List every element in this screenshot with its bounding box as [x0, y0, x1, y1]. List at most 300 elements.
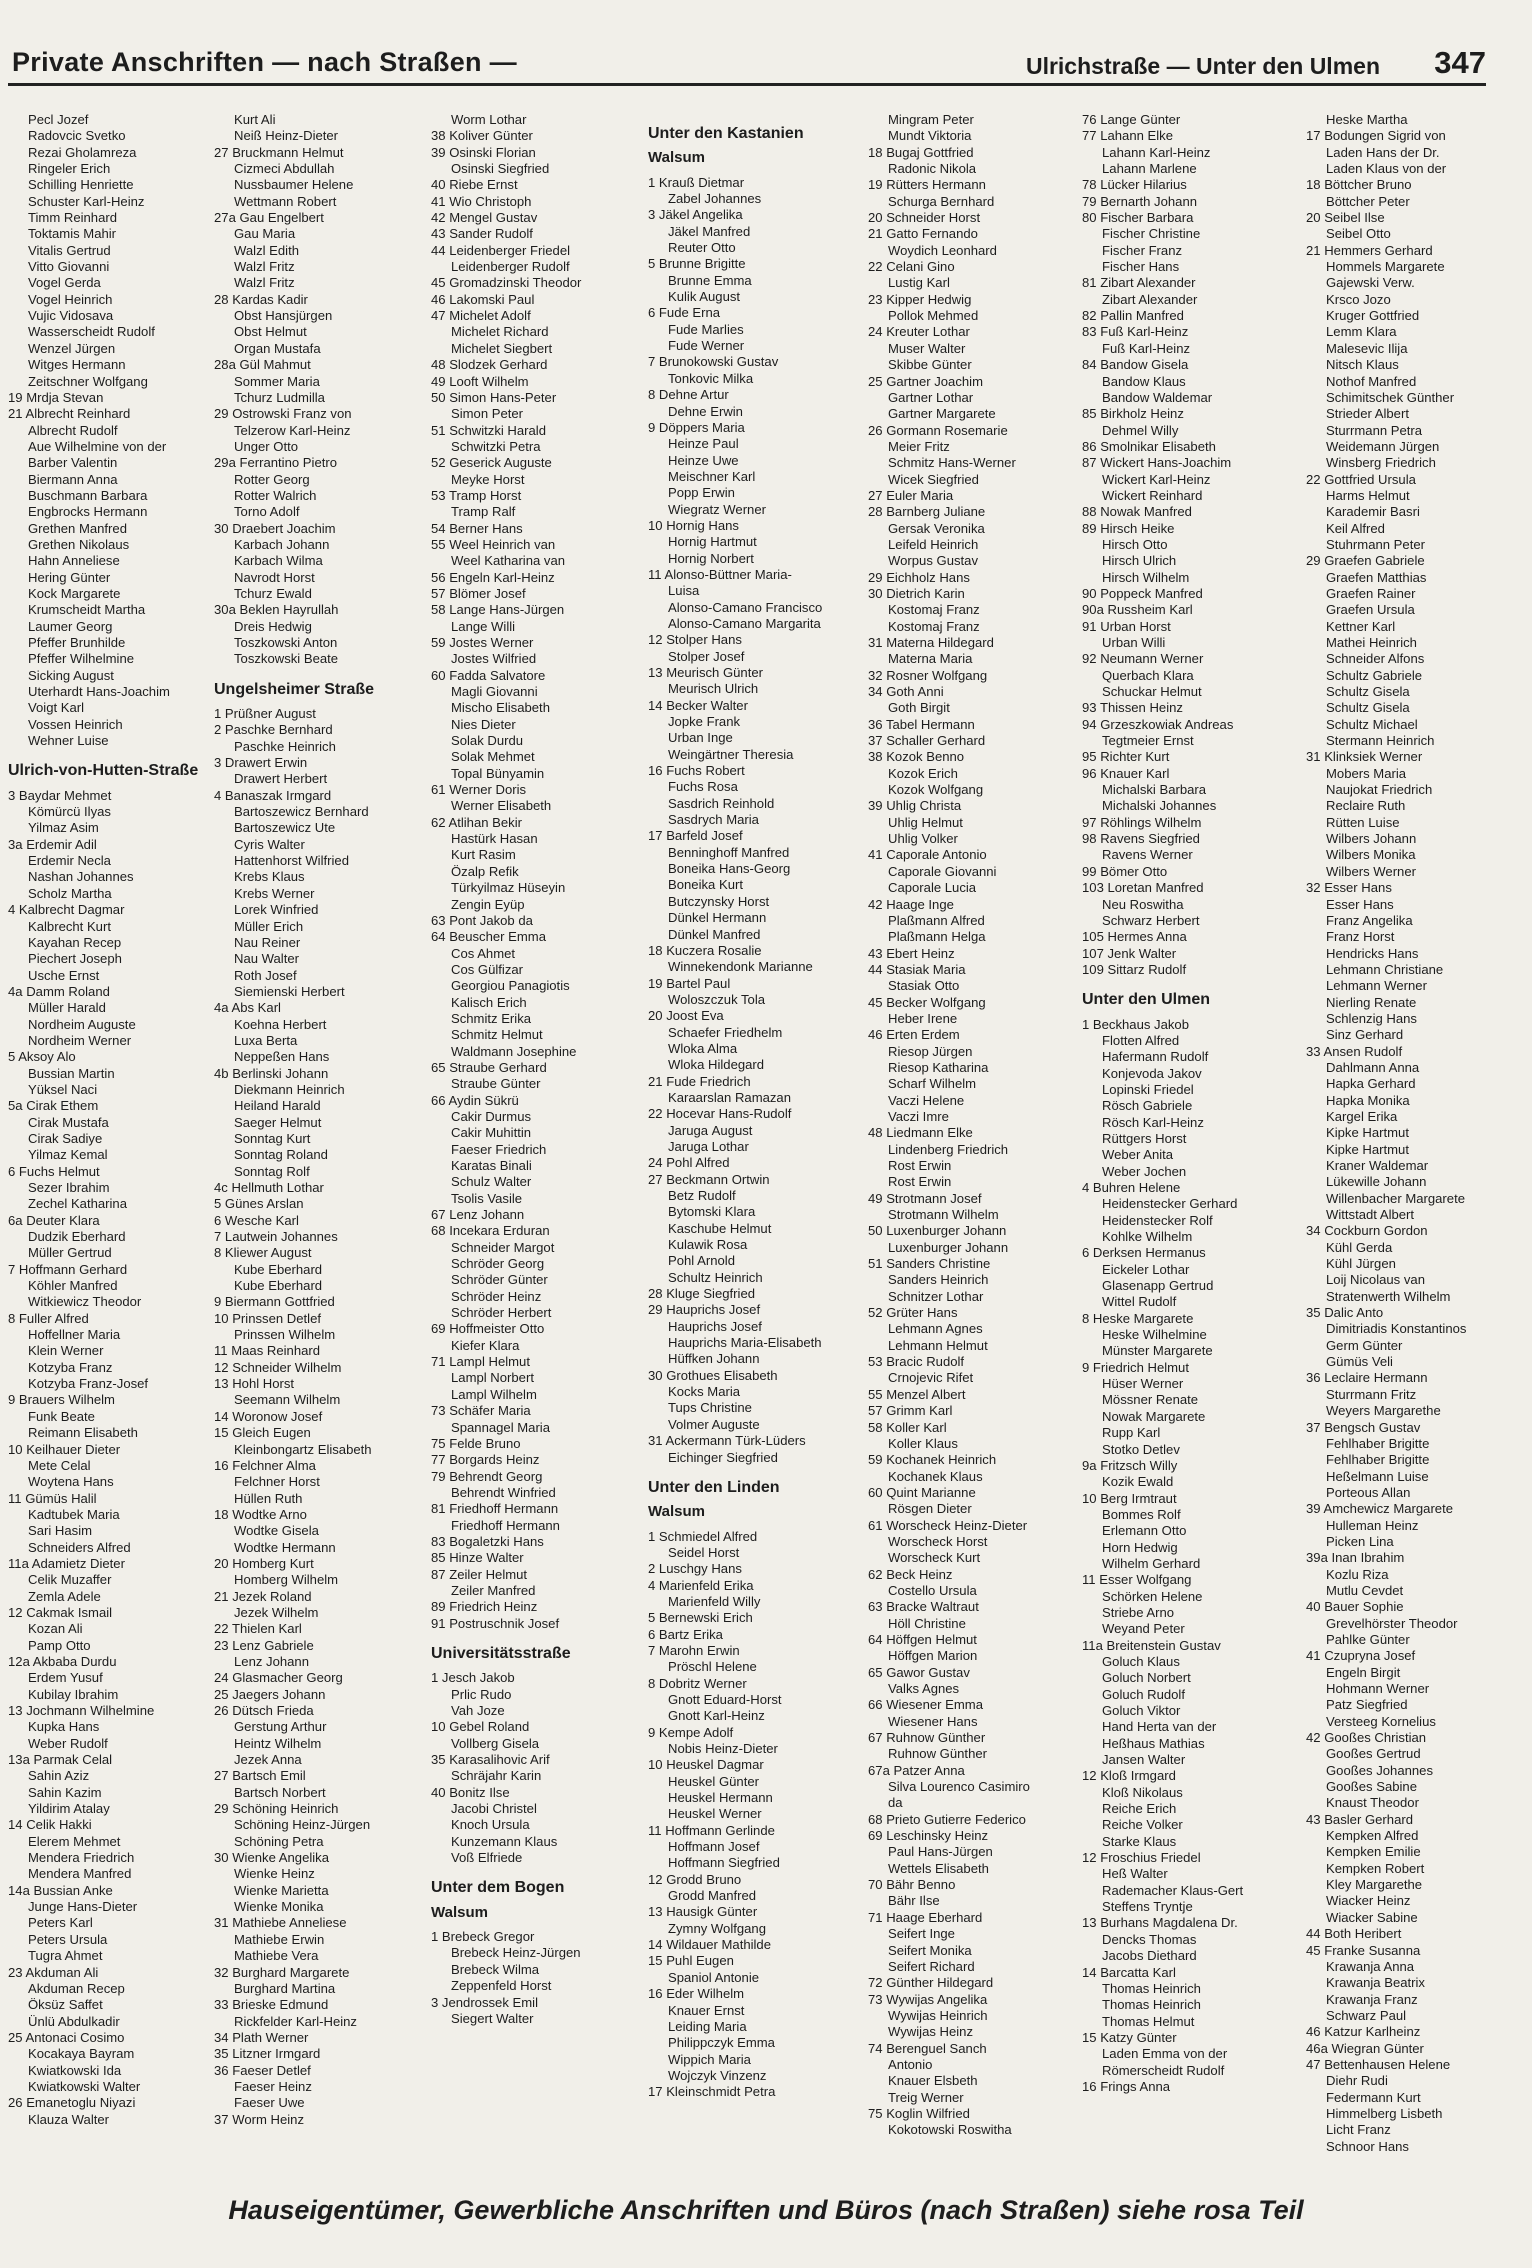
resident-entry: 6 Fuchs Helmut: [8, 1163, 100, 1179]
resident-entry: 20 Homberg Kurt: [214, 1555, 314, 1571]
resident-entry: Bussian Martin: [28, 1065, 115, 1081]
resident-entry: 31 Mathiebe Anneliese: [214, 1915, 347, 1931]
resident-entry: Schmitz Erika: [451, 1010, 532, 1026]
resident-entry: 21 Gatto Fernando: [868, 226, 978, 242]
resident-entry: Versteeg Kornelius: [1326, 1713, 1436, 1729]
resident-entry: Rost Erwin: [888, 1174, 952, 1190]
resident-entry: Goluch Klaus: [1102, 1653, 1180, 1669]
resident-entry: Luxenburger Johann: [888, 1239, 1009, 1255]
resident-entry: Caporale Giovanni: [888, 863, 997, 879]
resident-entry: Vah Joze: [451, 1703, 505, 1718]
resident-entry: 4b Berlinski Johann: [214, 1065, 329, 1081]
resident-entry: 67 Ruhnow Günther: [868, 1730, 986, 1746]
resident-entry: Simon Peter: [451, 406, 524, 422]
resident-entry: Heinze Paul: [668, 436, 739, 452]
resident-entry: Hohmann Werner: [1326, 1681, 1430, 1696]
resident-entry: 12 Froschius Friedel: [1082, 1850, 1201, 1866]
resident-entry: Drawert Herbert: [234, 771, 328, 787]
street-heading: Unter den Linden: [648, 1478, 780, 1496]
resident-entry: Kulawik Rosa: [668, 1237, 748, 1253]
resident-entry: Lahann Marlene: [1102, 161, 1197, 177]
resident-entry: Höll Christine: [888, 1615, 966, 1631]
resident-entry: 43 Ebert Heinz: [868, 945, 955, 961]
resident-entry: Heske Martha: [1326, 112, 1408, 127]
resident-entry: Sasdrych Maria: [668, 812, 759, 828]
resident-entry: Römerscheidt Rudolf: [1102, 2062, 1225, 2078]
street-heading: Unter dem Bogen: [431, 1879, 565, 1897]
resident-entry: 52 Grüter Hans: [868, 1305, 958, 1321]
resident-entry: Nordheim Auguste: [28, 1016, 136, 1032]
resident-entry: Schlenzig Hans: [1326, 1010, 1417, 1026]
resident-entry: Lampl Wilhelm: [451, 1386, 537, 1402]
resident-entry: Kokotowski Roswitha: [888, 2122, 1012, 2138]
resident-entry: Kloß Nikolaus: [1102, 1784, 1183, 1800]
resident-entry: 63 Bracke Waltraut: [868, 1599, 979, 1615]
resident-entry: Burghard Martina: [234, 1980, 336, 1996]
resident-entry: Bandow Waldemar: [1102, 389, 1213, 405]
resident-entry: Vollberg Gisela: [451, 1735, 540, 1751]
resident-entry: Michalski Barbara: [1102, 782, 1207, 798]
resident-entry: Fuchs Rosa: [668, 779, 738, 795]
resident-entry: 19 Bartel Paul: [648, 975, 731, 991]
resident-entry: 9 Biermann Gottfried: [214, 1294, 335, 1310]
resident-entry: 8 Kliewer August: [214, 1245, 312, 1261]
resident-entry: Stolper Josef: [668, 648, 745, 664]
resident-entry: 31 Klinksiek Werner: [1306, 749, 1423, 765]
resident-entry: Hapka Gerhard: [1326, 1076, 1416, 1092]
resident-entry: Kiefer Klara: [451, 1337, 520, 1353]
resident-entry: Thomas Heinrich: [1102, 1997, 1201, 2013]
resident-entry: Celik Muzaffer: [28, 1572, 112, 1588]
resident-entry: 26 Dütsch Frieda: [214, 1703, 314, 1718]
resident-entry: 29 Graefen Gabriele: [1306, 553, 1425, 569]
resident-entry: Homberg Wilhelm: [234, 1572, 339, 1588]
resident-entry: Kocakaya Bayram: [28, 2046, 135, 2062]
resident-entry: 31 Ackermann Türk-Lüders: [648, 1433, 806, 1449]
resident-entry: 37 Bengsch Gustav: [1306, 1419, 1421, 1435]
resident-entry: Unger Otto: [234, 438, 299, 454]
resident-entry: 22 Hocevar Hans-Rudolf: [648, 1106, 792, 1122]
resident-entry: 77 Borgards Heinz: [431, 1452, 540, 1468]
resident-entry: 10 Keilhauer Dieter: [8, 1441, 121, 1457]
directory-column-4: [648, 112, 866, 2152]
resident-entry: 6 Fude Erna: [648, 305, 721, 321]
resident-entry: Schröder Günter: [451, 1272, 548, 1288]
resident-entry: Höffgen Marion: [888, 1648, 978, 1664]
resident-entry: 3a Erdemir Adil: [8, 836, 97, 852]
resident-entry: 76 Lange Günter: [1082, 112, 1181, 127]
resident-entry: Kube Eberhard: [234, 1261, 323, 1277]
resident-entry: Knaust Theodor: [1326, 1795, 1419, 1811]
resident-entry: 73 Wywijas Angelika: [868, 1991, 988, 2007]
resident-entry: Strotmann Wilhelm: [888, 1207, 999, 1223]
resident-entry: 46 Erten Erdem: [868, 1027, 960, 1043]
resident-entry: 55 Weel Heinrich van: [431, 536, 556, 552]
resident-entry: Harms Helmut: [1326, 487, 1410, 503]
resident-entry: 1 Beckhaus Jakob: [1082, 1016, 1190, 1032]
resident-entry: Elerem Mehmet: [28, 1833, 121, 1849]
resident-entry: Hastürk Hasan: [451, 831, 538, 847]
resident-entry: Michalski Johannes: [1102, 798, 1217, 814]
resident-entry: Lindenberg Friedrich: [888, 1141, 1009, 1157]
resident-entry: Rost Erwin: [888, 1158, 952, 1173]
resident-entry: Engeln Birgit: [1326, 1664, 1401, 1680]
resident-entry: Meurisch Ulrich: [668, 681, 759, 697]
resident-entry: Walzl Fritz: [234, 259, 295, 275]
resident-entry: Schneiders Alfred: [28, 1539, 131, 1555]
resident-entry: Jopke Frank: [668, 714, 741, 730]
resident-entry: Wiesener Hans: [888, 1713, 978, 1729]
resident-entry: Meischner Karl: [668, 468, 756, 484]
resident-entry: Cirak Sadiye: [28, 1130, 103, 1146]
directory-column-5: [868, 112, 1086, 2152]
resident-entry: 11 Gümüs Halil: [8, 1490, 97, 1506]
resident-entry: 36 Leclaire Hermann: [1306, 1370, 1428, 1386]
resident-entry: Laumer Georg: [28, 618, 113, 634]
resident-entry: Jacobi Christel: [451, 1801, 537, 1817]
resident-entry: Erdemir Necla: [28, 853, 111, 869]
resident-entry: Luxa Berta: [234, 1032, 298, 1048]
resident-entry: Zengin Eyüp: [451, 896, 525, 912]
resident-entry: Heske Wilhelmine: [1102, 1327, 1207, 1343]
resident-entry: Uterhardt Hans-Joachim: [28, 684, 170, 700]
resident-entry: Schultz Gisela: [1326, 684, 1410, 700]
resident-entry: 67 Lenz Johann: [431, 1207, 525, 1223]
resident-entry: Urban Willi: [1102, 635, 1166, 650]
resident-entry: Stasiak Otto: [888, 978, 960, 994]
resident-entry: Seibel Otto: [1326, 226, 1391, 242]
resident-entry: Nowak Margarete: [1102, 1408, 1206, 1424]
resident-entry: 85 Hinze Walter: [431, 1550, 524, 1566]
resident-entry: Magli Giovanni: [451, 684, 538, 700]
resident-entry: Prinssen Wilhelm: [234, 1327, 336, 1343]
resident-entry: Ruhnow Günther: [888, 1746, 987, 1762]
resident-entry: Pfeffer Brunhilde: [28, 635, 126, 650]
resident-entry: Knauer Ernst: [668, 2002, 745, 2018]
resident-entry: Lenz Johann: [234, 1653, 309, 1669]
resident-entry: 51 Sanders Christine: [868, 1256, 991, 1272]
resident-entry: Vogel Heinrich: [28, 291, 113, 307]
resident-entry: 13 Meurisch Günter: [648, 665, 763, 680]
resident-entry: Peters Ursula: [28, 1931, 108, 1947]
resident-entry: Reuter Otto: [668, 240, 736, 256]
resident-entry: 26 Gormann Rosemarie: [868, 422, 1008, 438]
resident-entry: Schmitz Hans-Werner: [888, 455, 1016, 471]
resident-entry: Kempken Emilie: [1326, 1844, 1421, 1860]
resident-entry: 17 Barfeld Josef: [648, 828, 743, 844]
resident-entry: 5 Brunne Brigitte: [648, 256, 746, 272]
resident-entry: Hering Günter: [28, 569, 111, 585]
resident-entry: 14 Woronow Josef: [214, 1408, 323, 1424]
resident-entry: Wloka Hildegard: [668, 1057, 765, 1073]
resident-entry: Picken Lina: [1326, 1533, 1394, 1549]
resident-entry: 55 Menzel Albert: [868, 1386, 966, 1402]
resident-entry: Goluch Rudolf: [1102, 1686, 1185, 1702]
resident-entry: 10 Heuskel Dagmar: [648, 1757, 764, 1773]
resident-entry: 69 Hoffmeister Otto: [431, 1321, 545, 1337]
resident-entry: Wilbers Monika: [1326, 847, 1416, 863]
resident-entry: Gartner Margarete: [888, 406, 996, 422]
resident-entry: Toszkowski Anton: [234, 635, 338, 650]
district-heading: Walsum: [431, 1903, 488, 1921]
resident-entry: 4 Buhren Helene: [1082, 1180, 1181, 1195]
resident-entry: Schwarz Herbert: [1102, 912, 1200, 928]
resident-entry: 11 Hoffmann Gerlinde: [648, 1822, 775, 1838]
resident-entry: Hand Herta van der: [1102, 1719, 1217, 1735]
resident-entry: 4a Damm Roland: [8, 983, 110, 999]
resident-entry: 39 Uhlig Christa: [868, 798, 962, 814]
resident-entry: Akduman Recep: [28, 1980, 125, 1996]
resident-entry: 45 Becker Wolfgang: [868, 994, 986, 1010]
resident-entry: Knoch Ursula: [451, 1817, 530, 1833]
resident-entry: Zeiler Manfred: [451, 1582, 536, 1598]
resident-entry: 22 Thielen Karl: [214, 1621, 302, 1637]
resident-entry: 63 Pont Jakob da: [431, 912, 533, 928]
resident-entry: 65 Gawor Gustav: [868, 1664, 970, 1680]
resident-entry: 39 Osinski Florian: [431, 144, 536, 160]
resident-entry: Kozik Ewald: [1102, 1474, 1174, 1490]
resident-entry: Winnekendonk Marianne: [668, 959, 813, 975]
resident-entry: 8 Dobritz Werner: [648, 1675, 747, 1691]
resident-entry: Schultz Gabriele: [1326, 667, 1423, 683]
resident-entry: Georgiou Panagiotis: [451, 978, 570, 994]
resident-entry: 9 Friedrich Helmut: [1082, 1359, 1189, 1375]
resident-entry: Heuskel Hermann: [668, 1790, 773, 1806]
resident-entry: Butczynsky Horst: [668, 893, 770, 909]
resident-entry: Jäkel Manfred: [668, 223, 751, 239]
resident-entry: Fude Werner: [668, 338, 745, 354]
resident-entry: Wickert Karl-Heinz: [1102, 471, 1211, 487]
resident-entry: Mutlu Cevdet: [1326, 1582, 1404, 1598]
resident-entry: 29 Hauprichs Josef: [648, 1302, 761, 1318]
resident-entry: 5a Cirak Ethem: [8, 1098, 99, 1114]
resident-entry: Kwiatkowski Walter: [28, 2078, 141, 2094]
resident-entry: Müller Erich: [234, 918, 304, 934]
resident-entry: Voigt Karl: [28, 700, 85, 716]
resident-entry: 25 Gartner Joachim: [868, 373, 983, 389]
resident-entry: Voß Elfriede: [451, 1850, 523, 1866]
directory-columns: [8, 112, 1478, 2152]
resident-entry: Hommels Margarete: [1326, 259, 1445, 275]
resident-entry: Böttcher Peter: [1326, 193, 1410, 209]
resident-entry: 47 Michelet Adolf: [431, 308, 531, 324]
resident-entry: 25 Antonaci Cosimo: [8, 2029, 125, 2045]
resident-entry: Boneika Hans-Georg: [668, 861, 791, 877]
header-street-range: Ulrichstraße — Unter den Ulmen: [1025, 53, 1380, 79]
resident-entry: 13 Hausigk Günter: [648, 1904, 758, 1920]
resident-entry: Rösch Karl-Heinz: [1102, 1114, 1204, 1130]
resident-entry: Schuster Karl-Heinz: [28, 193, 145, 209]
resident-entry: Uhlig Volker: [888, 831, 958, 847]
resident-entry: Michelet Richard: [451, 324, 549, 340]
resident-entry: Wywijas Heinz: [888, 2024, 974, 2040]
resident-entry: Zibart Alexander: [1102, 291, 1198, 307]
resident-entry: Prlic Rudo: [451, 1686, 512, 1702]
resident-entry: 98 Ravens Siegfried: [1082, 831, 1200, 847]
resident-entry: Weidemann Jürgen: [1326, 438, 1440, 454]
resident-entry: Schwarz Paul: [1326, 2007, 1407, 2023]
resident-entry: Kurt Ali: [234, 112, 276, 127]
resident-entry: Lahann Karl-Heinz: [1102, 144, 1211, 160]
resident-entry: Kleinbongartz Elisabeth: [234, 1441, 372, 1457]
resident-entry: Faeser Uwe: [234, 2095, 305, 2111]
resident-entry: Sari Hasim: [28, 1523, 93, 1539]
resident-entry: Obst Hansjürgen: [234, 308, 333, 324]
resident-entry: Vujic Vidosava: [28, 308, 114, 324]
resident-entry: Hauprichs Josef: [668, 1318, 762, 1334]
resident-entry: Sasdrich Reinhold: [668, 795, 775, 811]
resident-entry: 59 Jostes Werner: [431, 635, 534, 650]
resident-entry: 67a Patzer Anna: [868, 1762, 965, 1778]
resident-entry: Cakir Muhittin: [451, 1125, 532, 1141]
resident-entry: Seifert Richard: [888, 1958, 975, 1974]
resident-entry: Friedhoff Hermann: [451, 1517, 560, 1533]
resident-entry: Laden Hans der Dr.: [1326, 144, 1440, 160]
resident-entry: Mendera Manfred: [28, 1866, 132, 1882]
resident-entry: Bartoszewicz Ute: [234, 820, 336, 836]
resident-entry: Striebe Arno: [1102, 1604, 1175, 1620]
resident-entry: Rickfelder Karl-Heinz: [234, 2013, 357, 2029]
resident-entry: Wodtke Hermann: [234, 1539, 336, 1555]
resident-entry: Porteous Allan: [1326, 1484, 1411, 1500]
resident-entry: Seemann Wilhelm: [234, 1392, 341, 1408]
resident-entry: Woytena Hans: [28, 1474, 114, 1490]
resident-entry: 9 Kempe Adolf: [648, 1724, 734, 1740]
resident-entry: Witkiewicz Theodor: [28, 1294, 142, 1310]
resident-entry: Dimitriadis Konstantinos: [1326, 1321, 1467, 1337]
resident-entry: 5 Aksoy Alo: [8, 1049, 76, 1065]
resident-entry: Grethen Manfred: [28, 520, 127, 536]
resident-entry: Sturrmann Petra: [1326, 422, 1423, 438]
resident-entry: Bartoszewicz Bernhard: [234, 804, 369, 820]
resident-entry: 72 Günther Hildegard: [868, 1975, 994, 1991]
resident-entry: Gümüs Veli: [1326, 1354, 1393, 1370]
resident-entry: Eichinger Siegfried: [668, 1449, 778, 1465]
resident-entry: Sahin Aziz: [28, 1768, 90, 1784]
street-heading: Ulrich-von-Hutten-Straße: [8, 762, 199, 780]
resident-entry: Riesop Katharina: [888, 1059, 989, 1075]
resident-entry: Rütten Luise: [1326, 814, 1400, 830]
resident-entry: 71 Haage Eberhard: [868, 1909, 983, 1925]
resident-entry: 27 Euler Maria: [868, 487, 954, 503]
resident-entry: Schurga Bernhard: [888, 193, 995, 209]
resident-entry: 8 Dehne Artur: [648, 387, 729, 403]
resident-entry: 38 Kozok Benno: [868, 749, 965, 765]
resident-entry: Worm Lothar: [451, 112, 527, 127]
resident-entry: Barber Valentin: [28, 455, 118, 471]
resident-entry: 3 Jendrossek Emil: [431, 1994, 538, 2010]
resident-entry: Jezek Anna: [234, 1752, 302, 1768]
resident-entry: Wettmann Robert: [234, 193, 337, 209]
resident-entry: Sanders Heinrich: [888, 1272, 989, 1288]
resident-entry: 30 Wienke Angelika: [214, 1850, 330, 1866]
resident-entry: Kadtubek Maria: [28, 1506, 120, 1522]
resident-entry: Wienke Heinz: [234, 1866, 315, 1882]
resident-entry: Cyris Walter: [234, 836, 305, 852]
resident-entry: Heiland Harald: [234, 1098, 321, 1114]
resident-entry: Wilbers Werner: [1326, 863, 1416, 879]
resident-entry: Tramp Ralf: [451, 504, 516, 520]
resident-entry: Müller Gertrud: [28, 1245, 112, 1261]
resident-entry: Cizmeci Abdullah: [234, 161, 335, 177]
resident-entry: Kipke Hartmut: [1326, 1141, 1409, 1157]
resident-entry: Bytomski Klara: [668, 1204, 756, 1220]
resident-entry: 83 Fuß Karl-Heinz: [1082, 324, 1189, 340]
resident-entry: Siemienski Herbert: [234, 983, 345, 999]
resident-entry: Münster Margarete: [1102, 1343, 1213, 1359]
resident-entry: Schröder Georg: [451, 1256, 545, 1272]
resident-entry: Pamp Otto: [28, 1637, 91, 1653]
resident-entry: 28a Gül Mahmut: [214, 357, 311, 373]
resident-entry: Klauza Walter: [28, 2111, 110, 2127]
resident-entry: Zeitschner Wolfgang: [28, 373, 148, 389]
resident-entry: Thomas Helmut: [1102, 2013, 1195, 2029]
resident-entry: Himmelberg Lisbeth: [1326, 2105, 1443, 2121]
resident-entry: Schräjahr Karin: [451, 1768, 542, 1784]
page-number: 347: [1434, 45, 1486, 80]
resident-entry: 11 Maas Reinhard: [214, 1343, 321, 1359]
resident-entry: 48 Liedmann Elke: [868, 1125, 973, 1141]
resident-entry: Seifert Monika: [888, 1942, 972, 1958]
resident-entry: Schmitz Helmut: [451, 1027, 543, 1043]
resident-entry: Fischer Christine: [1102, 226, 1201, 242]
resident-entry: Wiegratz Werner: [668, 501, 766, 517]
resident-entry: 58 Lange Hans-Jürgen: [431, 602, 565, 618]
resident-entry: 5 Bernewski Erich: [648, 1610, 753, 1626]
resident-entry: Meyke Horst: [451, 471, 525, 487]
resident-entry: Eickeler Lothar: [1102, 1261, 1190, 1277]
resident-entry: Werner Elisabeth: [451, 798, 552, 814]
resident-entry: Schulz Walter: [451, 1174, 532, 1190]
resident-entry: 25 Jaegers Johann: [214, 1686, 326, 1702]
resident-entry: 33 Brieske Edmund: [214, 1997, 329, 2013]
resident-entry: Schilling Henriette: [28, 177, 134, 193]
resident-entry: Heidenstecker Rolf: [1102, 1212, 1213, 1228]
resident-entry: Tegtmeier Ernst: [1102, 733, 1194, 749]
resident-entry: Sommer Maria: [234, 373, 320, 389]
resident-entry: Yildirim Atalay: [28, 1801, 110, 1817]
resident-entry: Paul Hans-Jürgen: [888, 1844, 993, 1860]
resident-entry: 51 Schwitzki Harald: [431, 422, 546, 438]
resident-entry: Weber Jochen: [1102, 1163, 1187, 1179]
resident-entry: Silva Lourenco Casimiro: [888, 1779, 1030, 1795]
resident-entry: 16 Felchner Alma: [214, 1457, 316, 1473]
resident-entry: Navrodt Horst: [234, 569, 315, 585]
resident-entry: Jaruga Lothar: [668, 1138, 749, 1154]
resident-entry: Wywijas Heinrich: [888, 2007, 988, 2023]
resident-entry: Wodtke Gisela: [234, 1523, 319, 1539]
resident-entry: 24 Glasmacher Georg: [214, 1670, 343, 1686]
resident-entry: Woydich Leonhard: [888, 242, 997, 258]
resident-entry: 78 Lücker Hilarius: [1082, 177, 1187, 193]
resident-entry: Horn Hedwig: [1102, 1539, 1178, 1555]
resident-entry: Weber Anita: [1102, 1147, 1174, 1163]
resident-entry: Wienke Marietta: [234, 1882, 329, 1898]
resident-entry: 21 Albrecht Reinhard: [8, 406, 131, 422]
resident-entry: Ringeler Erich: [28, 161, 111, 177]
resident-entry: 92 Neumann Werner: [1082, 651, 1204, 667]
resident-entry: 7 Lautwein Johannes: [214, 1229, 338, 1245]
resident-entry: 34 Cockburn Gordon: [1306, 1223, 1428, 1239]
resident-entry: 10 Prinssen Detlef: [214, 1310, 321, 1326]
resident-entry: Yilmaz Asim: [28, 820, 99, 836]
resident-entry: Lehmann Agnes: [888, 1321, 983, 1337]
resident-entry: Kurt Rasim: [451, 847, 516, 863]
resident-entry: 85 Birkholz Heinz: [1082, 406, 1184, 422]
resident-entry: 36 Faeser Detlef: [214, 2062, 311, 2078]
resident-entry: 46a Wiegran Günter: [1306, 2040, 1424, 2056]
directory-column-1: [8, 112, 208, 2152]
